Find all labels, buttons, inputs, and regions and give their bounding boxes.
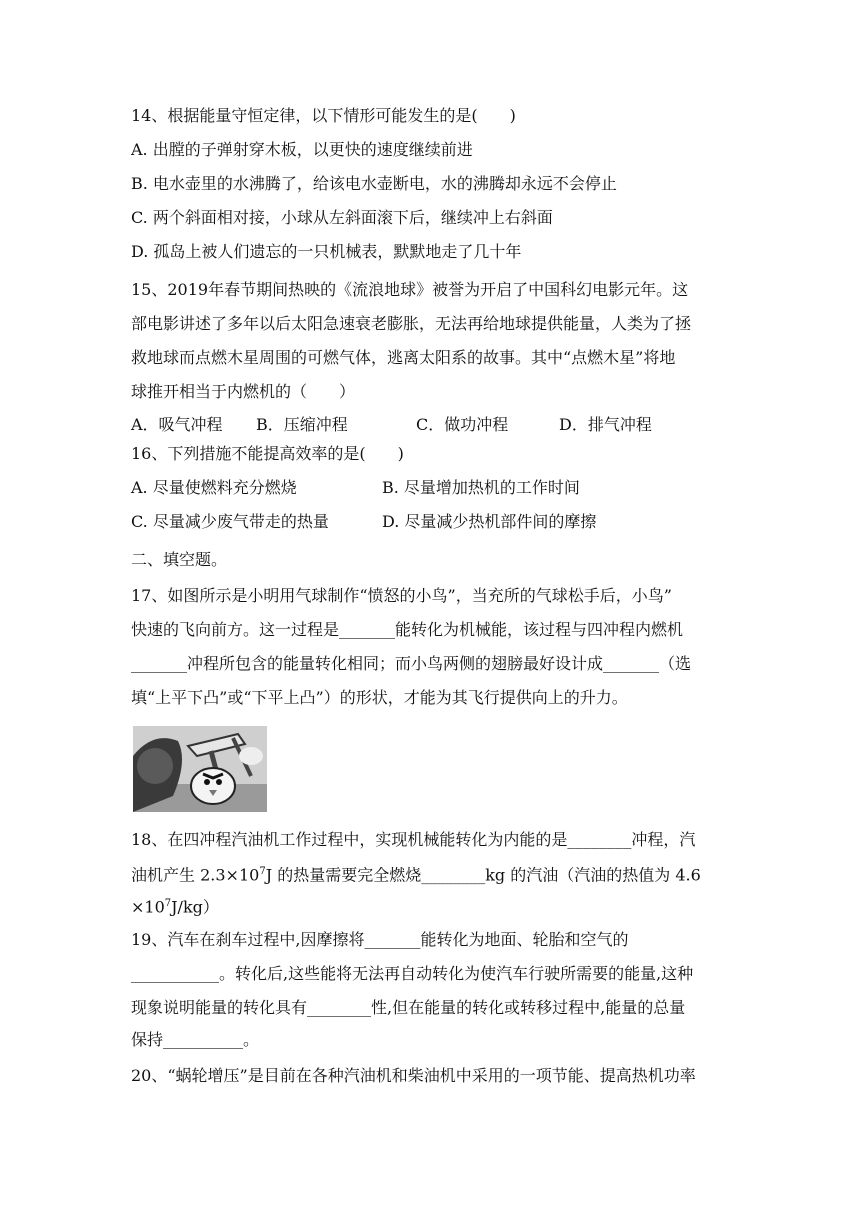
q17-blank-3: _______ <box>603 654 660 673</box>
q15-line-4: 球推开相当于内燃机的（ ） <box>131 382 356 401</box>
q16-option-a: A. 尽量使燃料充分燃烧 <box>131 478 297 497</box>
section-heading: 二、填空题。 <box>131 550 228 569</box>
q17-line-2 <box>131 620 683 640</box>
q14-stem: 14、根据能量守恒定律，以下情形可能发生的是( ) <box>131 106 516 125</box>
q15-line-2: 部电影讲述了多年以后太阳急速衰老膨胀，无法再给地球提供能量，人类为了拯 <box>131 314 692 333</box>
q15-option-d: D．排气冲程 <box>559 415 652 434</box>
q18-text: 冲程，汽 <box>631 830 696 849</box>
q14-option-a: A. 出膛的子弹射穿木板，以更快的速度继续前进 <box>131 140 473 159</box>
q15-option-a: A．吸气冲程 <box>131 415 223 434</box>
q18-line-2 <box>131 862 701 885</box>
q14-option-c: C. 两个斜面相对接，小球从左斜面滚下后，继续冲上右斜面 <box>131 208 553 227</box>
q20-line-1: 20、“蜗轮增压”是目前在各种汽油机和柴油机中采用的一项节能、提高热机功率 <box>131 1066 696 1085</box>
q17-line-3 <box>131 654 691 674</box>
q18-exponent: 7 <box>259 866 266 877</box>
q18-exponent: 7 <box>164 898 172 909</box>
q18-text: 油机产生 2.3×10 <box>131 865 260 885</box>
q14-option-d: D. 孤岛上被人们遗忘的一只机械表，默默地走了几十年 <box>131 242 522 261</box>
q19-text: 性,但在能量的转化或转移过程中,能量的总量 <box>371 998 686 1017</box>
q18-text: J/kg） <box>171 897 219 917</box>
q18-line-1 <box>131 830 695 850</box>
q18-text: J 的热量需要完全燃烧 <box>265 865 422 885</box>
q16-option-d: D. 尽量减少热机部件间的摩擦 <box>382 512 597 531</box>
q16-row-1 <box>131 478 580 498</box>
q14-option-b: B. 电水壶里的水沸腾了，给该电水壶断电，水的沸腾却永远不会停止 <box>131 174 617 193</box>
q19-text: 。 <box>243 1030 260 1049</box>
q16-option-c: C. 尽量减少废气带走的热量 <box>131 512 329 531</box>
q15-option-b: B．压缩冲程 <box>256 415 348 434</box>
q17-blank-2: _______ <box>131 654 187 673</box>
q17-line-1: 17、如图所示是小明用气球制作“愤怒的小鸟”，当充所的气球松手后，小鸟” <box>131 586 672 605</box>
q17-line-4: 填“上平下凸”或“下平上凸”）的形状，才能为其飞行提供向上的升力。 <box>131 688 628 707</box>
q17-text: 快速的飞向前方。这一过程是 <box>131 620 340 639</box>
q19-text: 保持 <box>131 1030 164 1049</box>
q15-options <box>131 415 652 435</box>
q17-text: 能转化为机械能，该过程与四冲程内燃机 <box>395 620 684 639</box>
q18-text: 18、在四冲程汽油机工作过程中，实现机械能转化为内能的是 <box>131 830 568 849</box>
angry-bird-illustration <box>133 726 267 812</box>
q18-text: ×10 <box>131 897 165 917</box>
q18-blank-1: ________ <box>567 830 632 849</box>
q19-blank-2: ___________ <box>131 964 219 983</box>
q17-text: （选 <box>659 654 692 673</box>
q19-text: 现象说明能量的转化具有 <box>131 998 308 1017</box>
q18-text: kg 的汽油（汽油的热值为 4.6 <box>485 865 701 885</box>
q16-row-2 <box>131 512 596 532</box>
q15-line-3: 救地球而点燃木星周围的可燃气体，逃离太阳系的故事。其中“点燃木星”将地 <box>131 348 676 367</box>
q19-text: 能转化为地面、轮胎和空气的 <box>420 930 629 949</box>
q19-line-1 <box>131 930 628 950</box>
q19-blank-4: __________ <box>163 1030 244 1049</box>
q18-line-3 <box>131 894 219 917</box>
angry-bird-drawing <box>133 726 267 812</box>
q16-stem: 16、下列措施不能提高效率的是( ) <box>131 444 404 463</box>
q18-blank-2: ________ <box>421 865 486 885</box>
q17-text: 冲程所包含的能量转化相同；而小鸟两侧的翅膀最好设计成 <box>187 654 604 673</box>
q19-blank-1: _______ <box>364 930 421 949</box>
q19-text: 19、汽车在刹车过程中,因摩擦将 <box>131 930 365 949</box>
q19-line-3 <box>131 998 685 1018</box>
q19-blank-3: ________ <box>307 998 372 1017</box>
q19-text: 。转化后,这些能将无法再自动转化为使汽车行驶所需要的能量,这种 <box>219 964 694 983</box>
q17-blank-1: _______ <box>339 620 396 639</box>
q15-line-1: 15、2019年春节期间热映的《流浪地球》被誉为开启了中国科幻电影元年。这 <box>131 280 689 299</box>
q15-option-c: C．做功冲程 <box>416 415 509 434</box>
q16-option-b: B. 尽量增加热机的工作时间 <box>382 478 580 497</box>
q19-line-2 <box>131 964 693 984</box>
q19-line-4 <box>131 1030 259 1050</box>
